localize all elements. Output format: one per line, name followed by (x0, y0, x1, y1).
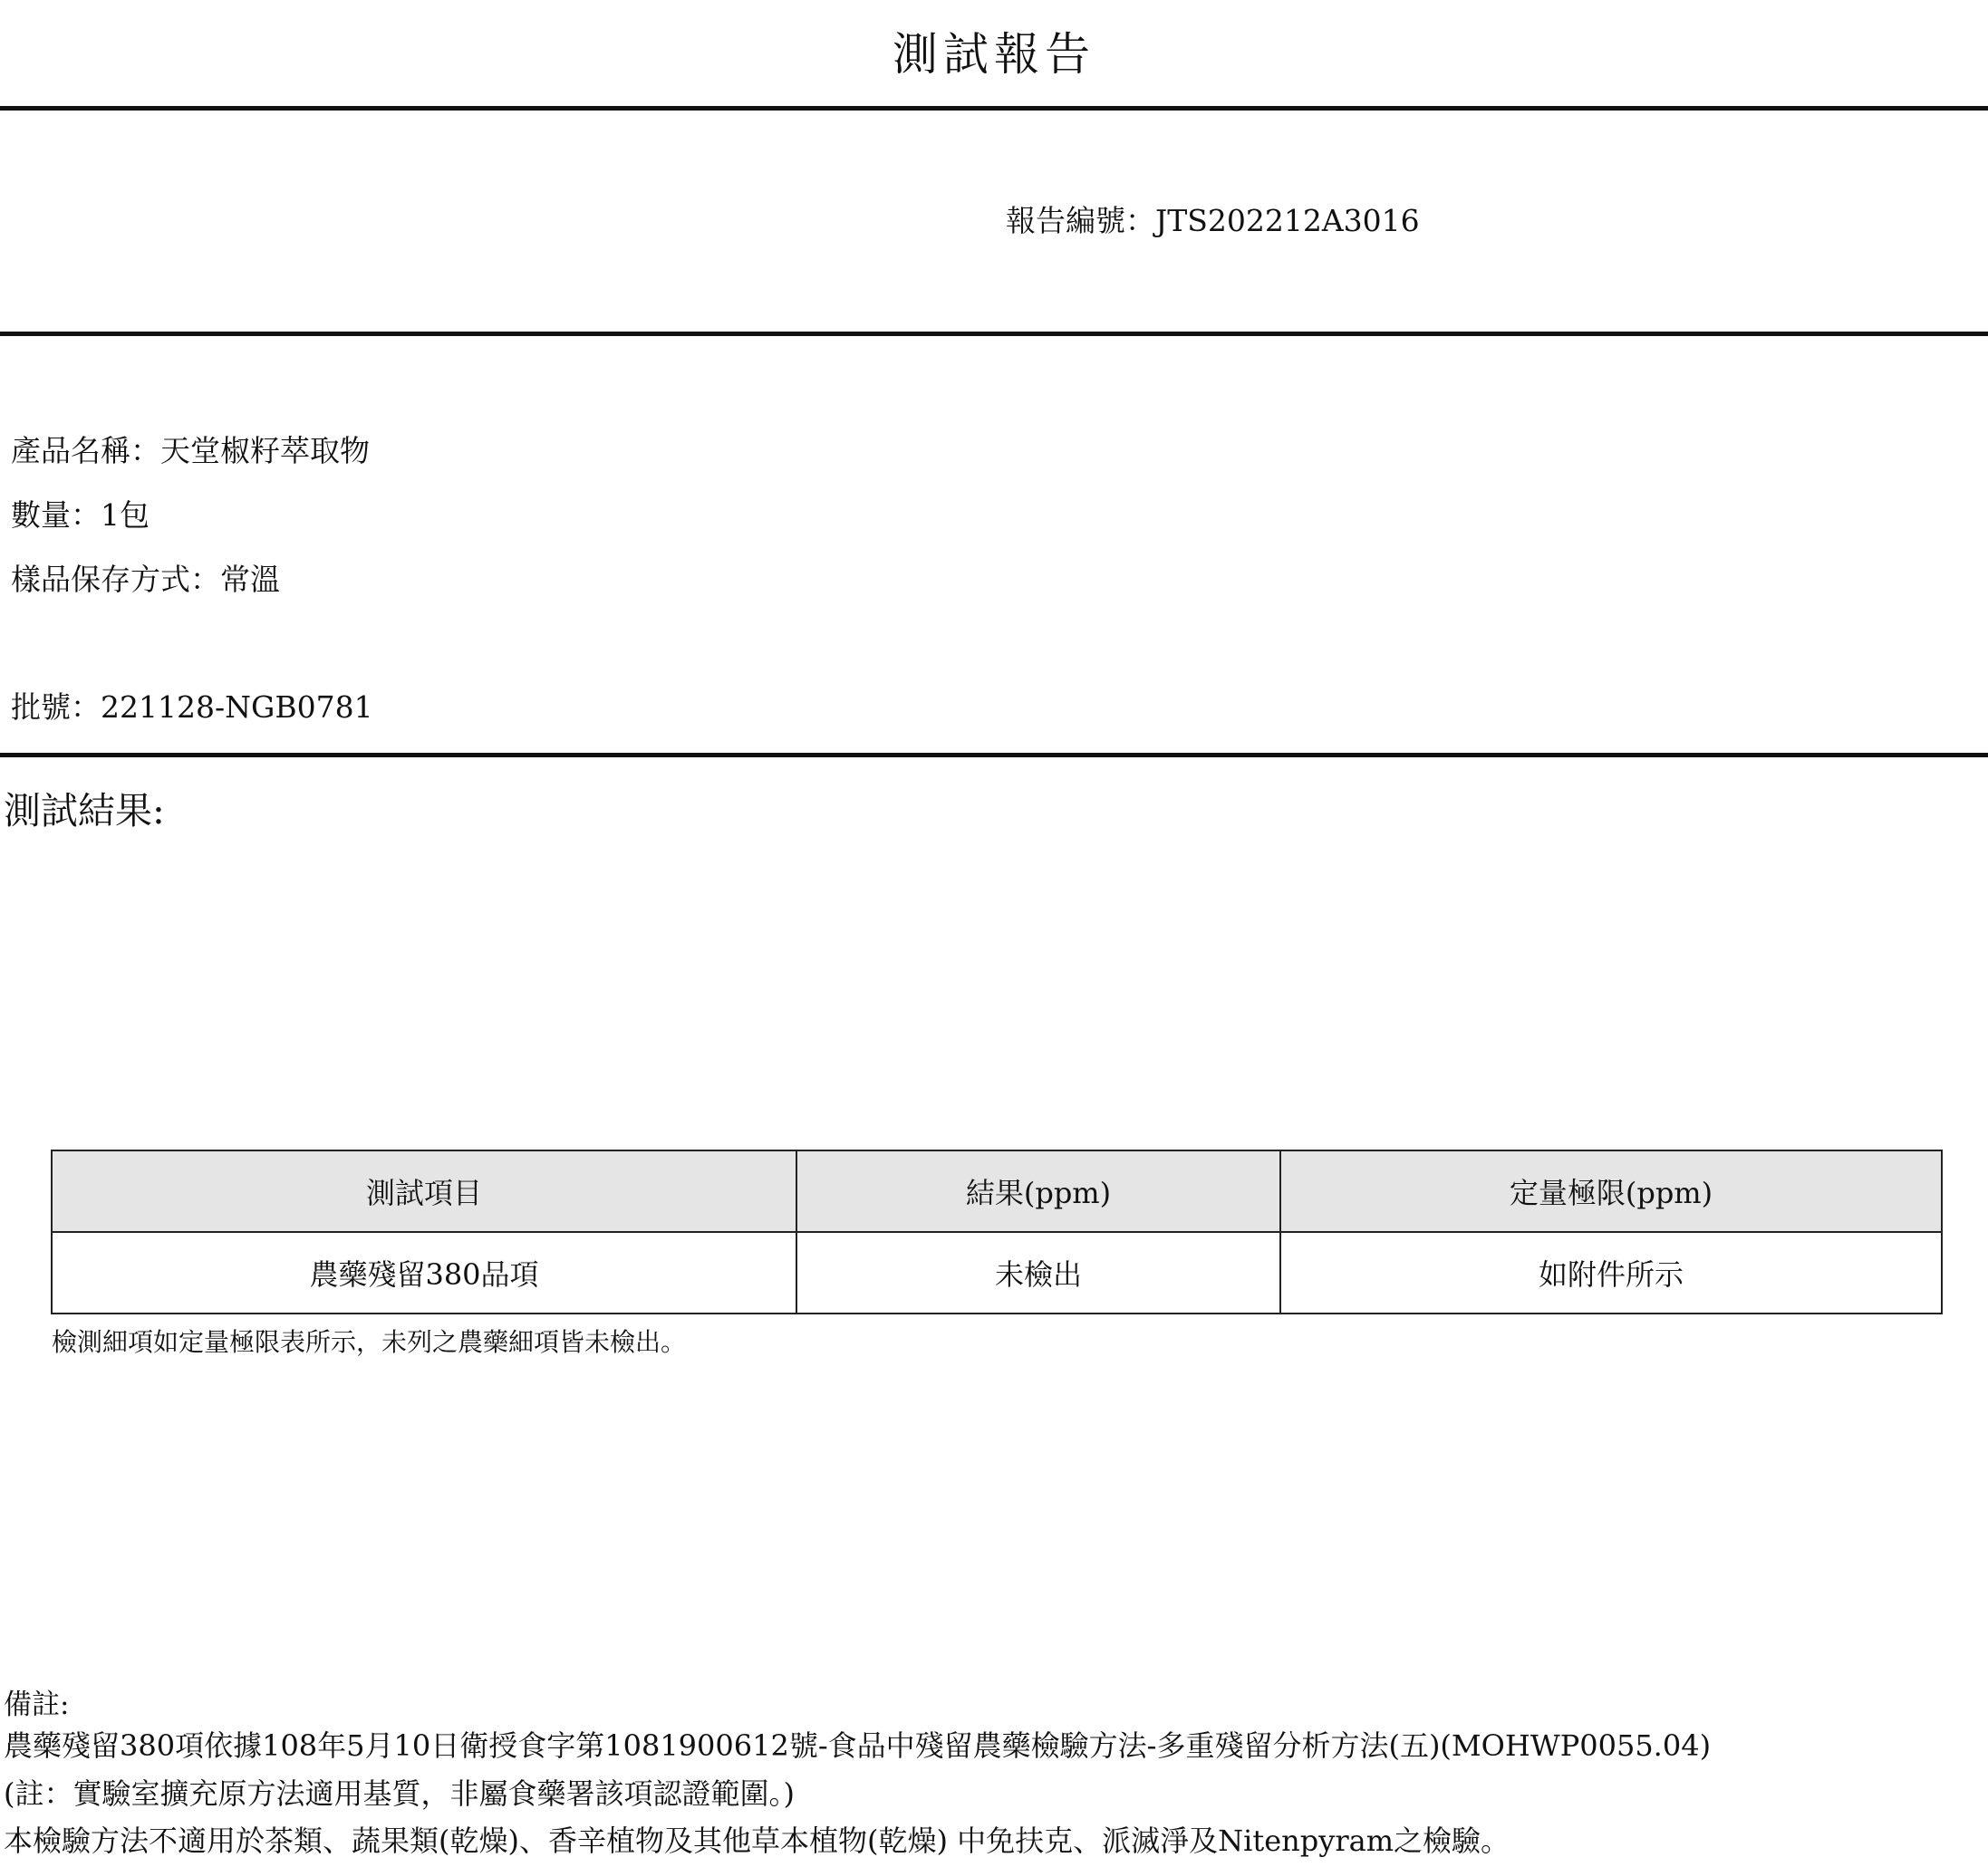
table-header-row (52, 1150, 1942, 1232)
storage-method: 樣品保存方式：常溫 (11, 562, 280, 597)
remark-line: (註：實驗室擴充原方法適用基質，非屬食藥署該項認證範圍。) (4, 1776, 795, 1811)
results-title: 測試結果: (4, 789, 165, 832)
info-divider (0, 753, 1988, 757)
cell-result: 未檢出 (796, 1232, 1280, 1314)
header-divider (0, 332, 1988, 336)
batch-number: 批號：221128-NGB0781 (11, 689, 373, 725)
document-title: 測試報告 (893, 28, 1095, 81)
table-note: 檢測細項如定量極限表所示，未列之農藥細項皆未檢出。 (52, 1327, 687, 1357)
remark-line: 本檢驗方法不適用於茶類、蔬果類(乾燥)、香辛植物及其他草本植物(乾燥) 中免扶克、派滅淨及Nitenpyram之檢驗。 (4, 1824, 1510, 1858)
cell-test-item: 農藥殘留380品項 (52, 1232, 796, 1314)
top-divider (0, 106, 1988, 111)
remark-line: 農藥殘留380項依據108年5月10日衛授食字第1081900612號-食品中殘留農藥檢驗方法-多重殘留分析方法(五)(MOHWP0055.04) (4, 1728, 1712, 1763)
header-test-item: 測試項目 (52, 1150, 796, 1232)
product-name: 產品名稱：天堂椒籽萃取物 (11, 433, 370, 468)
header-quantitation-limit: 定量極限(ppm) (1280, 1150, 1942, 1232)
quantity: 數量：1包 (11, 497, 150, 533)
remarks-label: 備註: (4, 1689, 70, 1721)
report-number: 報告編號：JTS202212A3016 (1006, 203, 1420, 238)
results-table (51, 1150, 1943, 1314)
table-row (52, 1232, 1942, 1314)
header-result: 結果(ppm) (796, 1150, 1280, 1232)
cell-quantitation-limit: 如附件所示 (1280, 1232, 1942, 1314)
